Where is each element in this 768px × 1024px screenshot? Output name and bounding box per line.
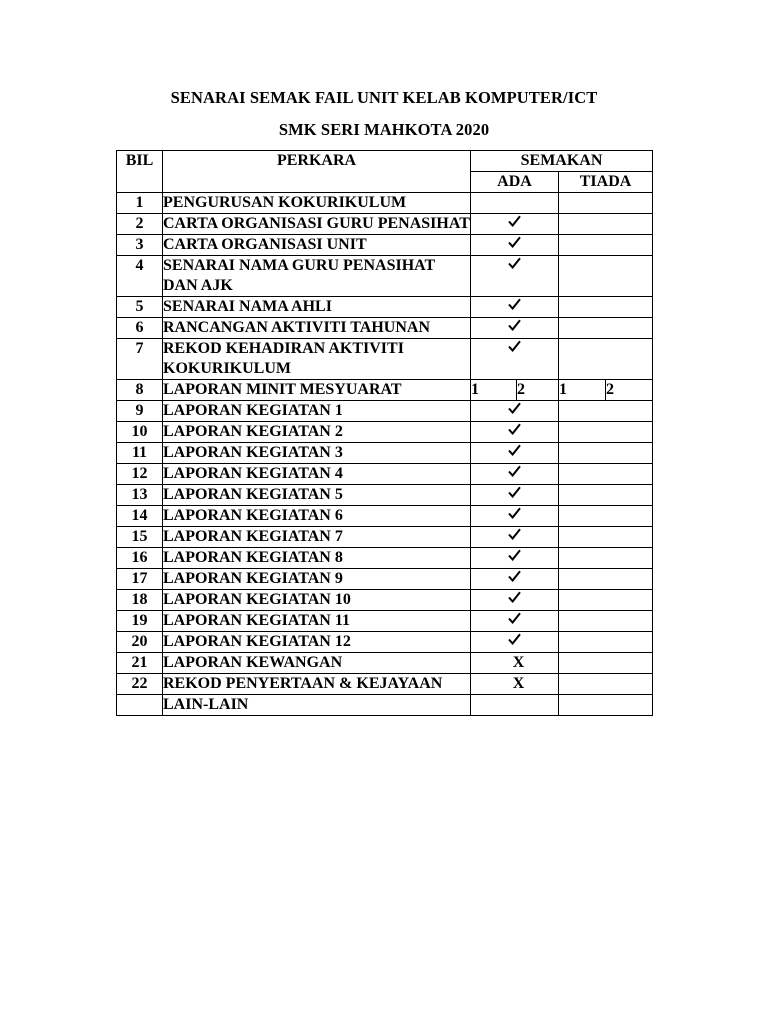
checklist-table xyxy=(116,150,653,716)
table-row xyxy=(117,193,653,214)
cell-bil: 19 xyxy=(117,611,163,632)
check-mark-icon xyxy=(508,528,521,545)
table-row xyxy=(117,548,653,569)
cell-tiada xyxy=(559,506,653,527)
document-title: SENARAI SEMAK FAIL UNIT KELAB KOMPUTER/ICT xyxy=(170,88,598,107)
table-row xyxy=(117,674,653,695)
document-subtitle: SMK SERI MAHKOTA 2020 xyxy=(278,120,490,139)
cell-perkara: LAPORAN KEGIATAN 10 xyxy=(163,590,471,611)
cell-tiada xyxy=(559,339,653,380)
cell-bil: 16 xyxy=(117,548,163,569)
table-row xyxy=(117,401,653,422)
table-row xyxy=(117,443,653,464)
cell-ada xyxy=(471,674,559,695)
header-ada: ADA xyxy=(471,172,559,193)
table-row xyxy=(117,527,653,548)
cell-tiada xyxy=(559,548,653,569)
table-row xyxy=(117,256,653,297)
header-bil: BIL xyxy=(117,151,163,193)
cell-bil: 8 xyxy=(117,380,163,401)
cell-tiada xyxy=(559,214,653,235)
cell-tiada xyxy=(559,193,653,214)
cell-perkara: REKOD PENYERTAAN & KEJAYAAN xyxy=(163,674,471,695)
cell-bil: 20 xyxy=(117,632,163,653)
cell-ada xyxy=(471,527,559,548)
cell-tiada xyxy=(559,611,653,632)
cell-ada xyxy=(471,422,559,443)
cell-ada xyxy=(471,695,559,716)
cell-perkara: LAPORAN KEGIATAN 7 xyxy=(163,527,471,548)
cell-tiada xyxy=(559,318,653,339)
cell-tiada xyxy=(559,401,653,422)
cell-ada xyxy=(471,214,559,235)
check-mark-icon xyxy=(508,236,521,253)
cell-perkara: LAPORAN KEGIATAN 8 xyxy=(163,548,471,569)
cell-perkara: LAPORAN MINIT MESYUARAT xyxy=(163,380,471,401)
cell-perkara: CARTA ORGANISASI GURU PENASIHAT xyxy=(163,214,471,235)
cell-bil: 5 xyxy=(117,297,163,318)
cell-ada-2: 2 xyxy=(517,380,559,401)
cell-bil: 3 xyxy=(117,235,163,256)
check-mark-icon xyxy=(508,633,521,650)
cell-ada xyxy=(471,569,559,590)
check-mark-icon xyxy=(508,319,521,336)
check-mark-icon xyxy=(508,486,521,503)
cell-perkara: LAPORAN KEGIATAN 3 xyxy=(163,443,471,464)
cell-ada xyxy=(471,193,559,214)
cell-perkara: LAPORAN KEGIATAN 6 xyxy=(163,506,471,527)
cell-tiada xyxy=(559,632,653,653)
cell-ada xyxy=(471,632,559,653)
cell-ada xyxy=(471,548,559,569)
cell-perkara: SENARAI NAMA AHLI xyxy=(163,297,471,318)
cell-tiada xyxy=(559,527,653,548)
cell-perkara: SENARAI NAMA GURU PENASIHAT DAN AJK xyxy=(163,256,471,297)
cell-bil: 17 xyxy=(117,569,163,590)
check-mark-icon xyxy=(508,444,521,461)
cell-ada xyxy=(471,464,559,485)
cell-ada xyxy=(471,318,559,339)
cell-bil: 9 xyxy=(117,401,163,422)
cell-ada xyxy=(471,590,559,611)
cell-bil: 7 xyxy=(117,339,163,380)
cell-tiada xyxy=(559,674,653,695)
cell-bil: 11 xyxy=(117,443,163,464)
check-mark-icon xyxy=(508,507,521,524)
header-row xyxy=(117,151,653,172)
cell-bil: 15 xyxy=(117,527,163,548)
cell-perkara: LAPORAN KEGIATAN 2 xyxy=(163,422,471,443)
cell-bil: 12 xyxy=(117,464,163,485)
cell-bil: 22 xyxy=(117,674,163,695)
cell-tiada xyxy=(559,297,653,318)
check-mark-icon xyxy=(508,591,521,608)
cell-bil xyxy=(117,695,163,716)
cell-ada xyxy=(471,485,559,506)
cell-tiada xyxy=(559,590,653,611)
table-row xyxy=(117,380,653,401)
cell-tiada xyxy=(559,695,653,716)
cell-perkara: PENGURUSAN KOKURIKULUM xyxy=(163,193,471,214)
cell-perkara: LAPORAN KEGIATAN 11 xyxy=(163,611,471,632)
cell-ada xyxy=(471,653,559,674)
cell-bil: 21 xyxy=(117,653,163,674)
cell-perkara: LAPORAN KEWANGAN xyxy=(163,653,471,674)
cell-tiada xyxy=(559,653,653,674)
cell-ada xyxy=(471,443,559,464)
cell-tiada xyxy=(559,485,653,506)
cell-bil: 10 xyxy=(117,422,163,443)
check-mark-icon xyxy=(508,215,521,232)
header-semakan: SEMAKAN xyxy=(471,151,653,172)
cell-tiada xyxy=(559,235,653,256)
cell-bil: 6 xyxy=(117,318,163,339)
cell-bil: 1 xyxy=(117,193,163,214)
table-row xyxy=(117,297,653,318)
cell-perkara: LAPORAN KEGIATAN 4 xyxy=(163,464,471,485)
cell-bil: 14 xyxy=(117,506,163,527)
check-mark-icon xyxy=(508,298,521,315)
check-mark-icon xyxy=(508,465,521,482)
table-row xyxy=(117,695,653,716)
cell-ada xyxy=(471,297,559,318)
cell-perkara: CARTA ORGANISASI UNIT xyxy=(163,235,471,256)
cell-perkara: LAPORAN KEGIATAN 9 xyxy=(163,569,471,590)
cell-tiada-1: 1 xyxy=(559,380,606,401)
cell-bil: 13 xyxy=(117,485,163,506)
cell-tiada xyxy=(559,443,653,464)
table-row xyxy=(117,214,653,235)
checklist-body xyxy=(117,193,653,716)
cell-tiada xyxy=(559,256,653,297)
cell-ada xyxy=(471,256,559,297)
cell-tiada xyxy=(559,464,653,485)
cell-bil: 18 xyxy=(117,590,163,611)
x-mark: X xyxy=(512,675,525,692)
table-row xyxy=(117,653,653,674)
check-mark-icon xyxy=(508,549,521,566)
table-row xyxy=(117,590,653,611)
check-mark-icon xyxy=(508,402,521,419)
cell-perkara: LAIN-LAIN xyxy=(163,695,471,716)
cell-ada xyxy=(471,235,559,256)
cell-ada xyxy=(471,401,559,422)
table-row xyxy=(117,339,653,380)
table-row xyxy=(117,318,653,339)
cell-ada-1: 1 xyxy=(471,380,517,401)
cell-bil: 2 xyxy=(117,214,163,235)
cell-bil: 4 xyxy=(117,256,163,297)
cell-tiada-2: 2 xyxy=(606,380,653,401)
check-mark-icon xyxy=(508,423,521,440)
cell-perkara: REKOD KEHADIRAN AKTIVITI KOKURIKULUM xyxy=(163,339,471,380)
check-mark-icon xyxy=(508,257,521,274)
table-row xyxy=(117,464,653,485)
table-row xyxy=(117,506,653,527)
cell-ada xyxy=(471,339,559,380)
check-mark-icon xyxy=(508,612,521,629)
cell-perkara: LAPORAN KEGIATAN 12 xyxy=(163,632,471,653)
header-perkara: PERKARA xyxy=(163,151,471,193)
cell-perkara: LAPORAN KEGIATAN 1 xyxy=(163,401,471,422)
table-row xyxy=(117,235,653,256)
cell-perkara: RANCANGAN AKTIVITI TAHUNAN xyxy=(163,318,471,339)
table-row xyxy=(117,611,653,632)
check-mark-icon xyxy=(508,570,521,587)
x-mark: X xyxy=(512,654,525,671)
table-row xyxy=(117,632,653,653)
cell-tiada xyxy=(559,422,653,443)
header-tiada: TIADA xyxy=(559,172,653,193)
table-row xyxy=(117,422,653,443)
table-row xyxy=(117,485,653,506)
cell-ada xyxy=(471,506,559,527)
check-mark-icon xyxy=(508,340,521,357)
cell-ada xyxy=(471,611,559,632)
cell-tiada xyxy=(559,569,653,590)
cell-perkara: LAPORAN KEGIATAN 5 xyxy=(163,485,471,506)
table-row xyxy=(117,569,653,590)
